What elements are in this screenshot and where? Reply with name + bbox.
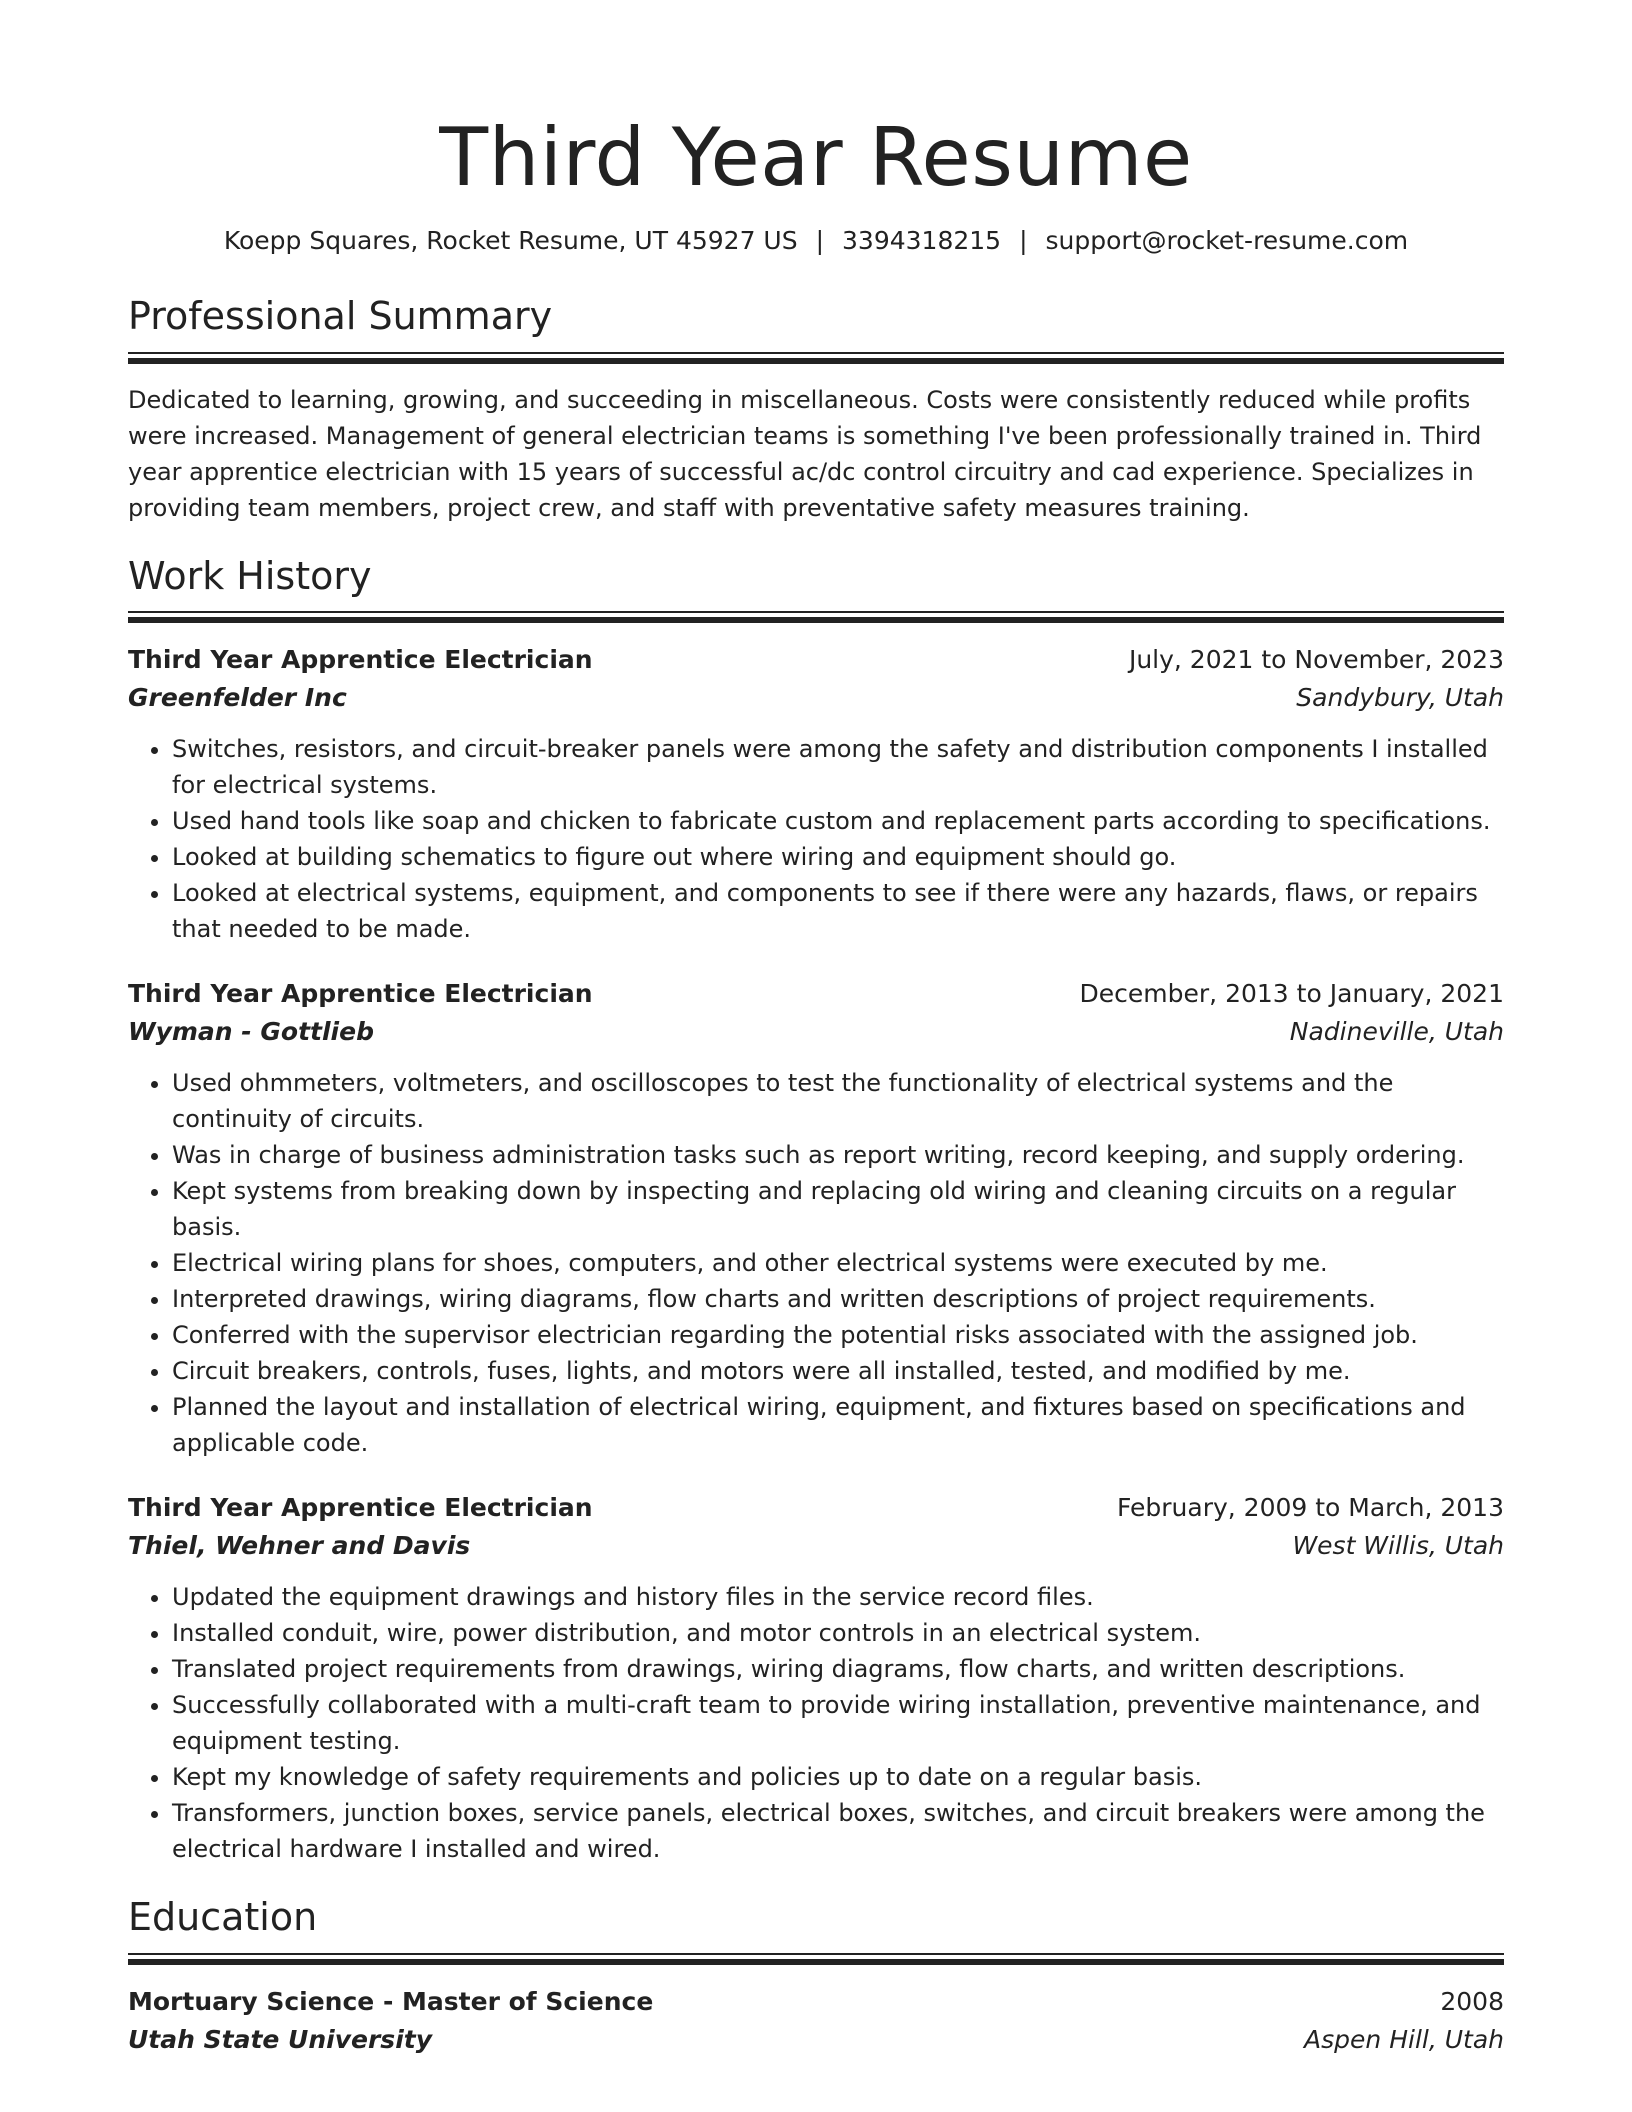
job-location: Nadineville, Utah — [1289, 1017, 1504, 1047]
job-title: Third Year Apprentice Electrician — [128, 645, 593, 675]
job-bullet: • Was in charge of business administration tasks such as report writing, record keeping, and supply ordering. — [172, 1137, 1504, 1173]
education-degree: Mortuary Science - Master of Science — [128, 1986, 654, 2016]
job-bullet: • Installed conduit, wire, power distribution, and motor controls in an electrical system. — [172, 1615, 1504, 1651]
section-divider — [128, 352, 1504, 364]
contact-line — [128, 226, 1504, 256]
education-school: Utah State University — [128, 2024, 433, 2054]
job-bullet: • Looked at building schematics to figure out where wiring and equipment should go. — [172, 839, 1504, 875]
job-company-row — [128, 1527, 1504, 1565]
contact-address: Koepp Squares, Rocket Resume, UT 45927 US — [223, 226, 798, 255]
education-school-row — [128, 2021, 1504, 2059]
job-bullet: • Used ohmmeters, voltmeters, and oscilloscopes to test the functionality of electrical systems and the continuity of circuits. — [172, 1065, 1504, 1137]
job-bullet-list — [128, 731, 1504, 947]
job-entry — [128, 641, 1504, 947]
education-location: Aspen Hill, Utah — [1304, 2024, 1504, 2054]
section-divider — [128, 1953, 1504, 1965]
education-entry — [128, 1983, 1504, 2059]
job-company-row — [128, 1013, 1504, 1051]
job-location: Sandybury, Utah — [1296, 683, 1504, 713]
job-title: Third Year Apprentice Electrician — [128, 979, 593, 1009]
summary-text: Dedicated to learning, growing, and succeeding in miscellaneous. Costs were consistently reduced while profits were increased. Management of general electrician teams is something I've been professionally trained in. Third year apprentice electrician with 15 years of successful ac/dc control circuitry and cad experience. Specializes in providing team members, project crew, and staff with preventative safety measures training. — [128, 385, 1482, 522]
contact-email: support@rocket-resume.com — [1045, 226, 1409, 255]
job-bullet-list — [128, 1579, 1504, 1867]
job-bullet: • Electrical wiring plans for shoes, computers, and other electrical systems were executed by me. — [172, 1245, 1504, 1281]
job-dates: February, 2009 to March, 2013 — [1116, 1493, 1504, 1523]
job-company: Thiel, Wehner and Davis — [128, 1531, 471, 1561]
job-location: West Willis, Utah — [1292, 1531, 1504, 1561]
job-bullet: • Looked at electrical systems, equipment, and components to see if there were any hazards, flaws, or repairs that needed to be made. — [172, 875, 1504, 947]
resume-name: Third Year Resume — [439, 111, 1193, 204]
job-bullet-list — [128, 1065, 1504, 1461]
job-header-row — [128, 641, 1504, 679]
work-history-heading: Work History — [128, 553, 372, 598]
job-entry — [128, 975, 1504, 1461]
job-bullet: • Conferred with the supervisor electrician regarding the potential risks associated with the assigned job. — [172, 1317, 1504, 1353]
contact-separator: | — [1019, 226, 1028, 255]
job-bullet: • Transformers, junction boxes, service panels, electrical boxes, switches, and circuit breakers were among the electrical hardware I installed and wired. — [172, 1795, 1504, 1867]
job-dates: December, 2013 to January, 2021 — [1079, 979, 1504, 1009]
education-heading: Education — [128, 1895, 318, 1940]
job-dates: July, 2021 to November, 2023 — [1128, 645, 1504, 675]
job-company: Wyman - Gottlieb — [128, 1017, 374, 1047]
job-bullet: • Interpreted drawings, wiring diagrams, flow charts and written descriptions of project requirements. — [172, 1281, 1504, 1317]
job-entry — [128, 1489, 1504, 1867]
job-bullet: • Kept systems from breaking down by inspecting and replacing old wiring and cleaning circuits on a regular basis. — [172, 1173, 1504, 1245]
section-divider — [128, 611, 1504, 623]
job-header-row — [128, 975, 1504, 1013]
job-bullet: • Planned the layout and installation of electrical wiring, equipment, and fixtures based on specifications and applicable code. — [172, 1389, 1504, 1461]
job-bullet: • Updated the equipment drawings and history files in the service record files. — [172, 1579, 1504, 1615]
job-header-row — [128, 1489, 1504, 1527]
job-bullet: • Kept my knowledge of safety requirements and policies up to date on a regular basis. — [172, 1759, 1504, 1795]
contact-separator: | — [815, 226, 825, 255]
summary-heading: Professional Summary — [128, 294, 553, 338]
contact-phone: 3394318215 — [842, 226, 1002, 255]
job-bullet: • Switches, resistors, and circuit-breaker panels were among the safety and distribution components I installed for electrical systems. — [172, 731, 1504, 803]
education-header-row — [128, 1983, 1504, 2021]
education-year: 2008 — [1440, 1986, 1504, 2016]
job-company-row — [128, 679, 1504, 717]
job-bullet: • Successfully collaborated with a multi-craft team to provide wiring installation, preventive maintenance, and equipment testing. — [172, 1687, 1504, 1759]
job-bullet: • Used hand tools like soap and chicken to fabricate custom and replacement parts according to specifications. — [172, 803, 1504, 839]
job-bullet: • Translated project requirements from drawings, wiring diagrams, flow charts, and written descriptions. — [172, 1651, 1504, 1687]
job-bullet: • Circuit breakers, controls, fuses, lights, and motors were all installed, tested, and modified by me. — [172, 1353, 1504, 1389]
job-title: Third Year Apprentice Electrician — [128, 1493, 593, 1523]
job-company: Greenfelder Inc — [128, 683, 347, 713]
